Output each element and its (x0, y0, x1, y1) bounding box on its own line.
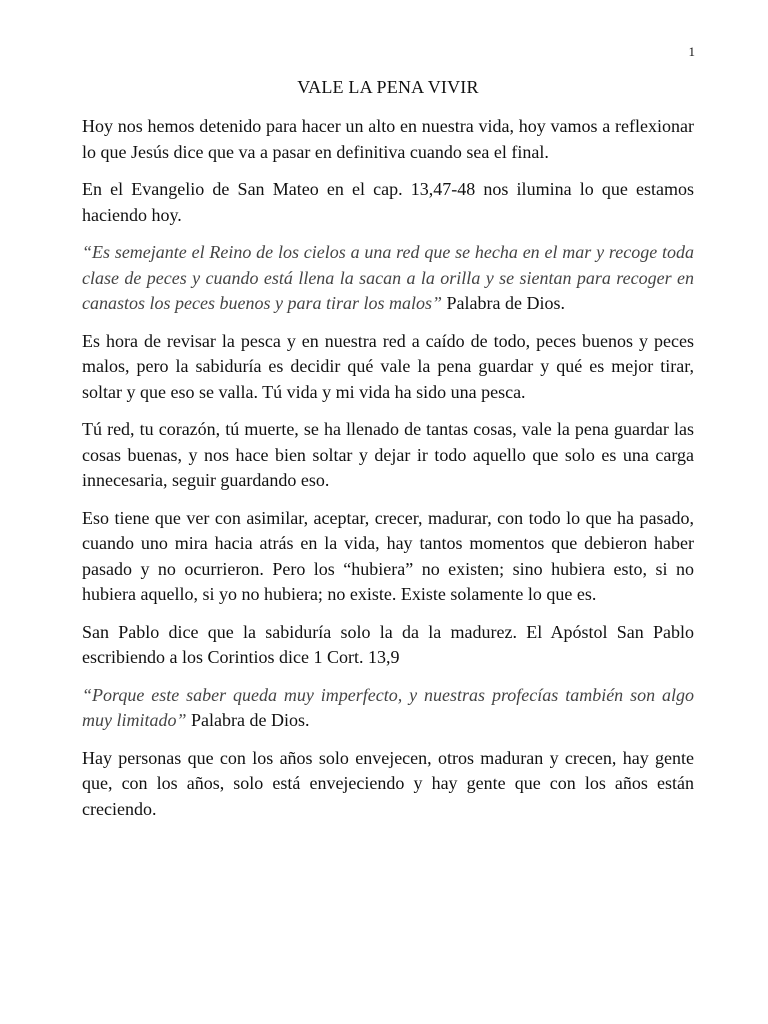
document-body (82, 114, 694, 834)
paragraph-san-pablo: San Pablo dice que la sabiduría solo la da la madurez. El Apóstol San Pablo escribiendo a los Corintios dice 1 Cort. 13,9 (82, 621, 694, 667)
paragraph-assimilate: Eso tiene que ver con asimilar, aceptar, crecer, madurar, con todo lo que ha pasado, cuando uno mira hacia atrás en la vida, hay tantos momentos que debieron haber pasado y no ocurrieron. Pero los “hubiera” no existen; sino hubiera esto, si no hubiera aquello, si yo no hubiera; no existe. Existe solamente lo que es. (82, 507, 694, 604)
paragraph-aging: Hay personas que con los años solo envejecen, otros maduran y crecen, hay gente que, con los años, solo está envejeciendo y hay gente que con los años están creciendo. (82, 747, 694, 819)
paragraph-gospel-reference: En el Evangelio de San Mateo en el cap. 13,47-48 nos ilumina lo que estamos haciendo hoy. (82, 179, 694, 225)
paragraph-net-heart: Tú red, tu corazón, tú muerte, se ha llenado de tantas cosas, vale la pena guardar las cosas buenas, y nos hace bien soltar y dejar ir todo aquello que solo es una carga innecesaria, seguir guardando eso. (82, 419, 694, 490)
paragraph-fishing: Es hora de revisar la pesca y en nuestra red a caído de todo, peces buenos y peces malos, pero la sabiduría es decidir qué vale la pena guardar y qué es mejor tirar, soltar y que eso se valla. Tú vida y mi vida ha sido una pesca. (82, 330, 694, 402)
gospel-quote-text: “Es semejante el Reino de los cielos a una red que se hecha en el mar y recoge toda clase de peces y cuando está llena la sacan a la orilla y se sientan para recoger en canastos los peces buenos y para tirar los malos” (82, 242, 694, 313)
corinthians-quote-text: “Porque este saber queda muy imperfecto, y nuestras profecías también son algo muy limitado” (82, 684, 694, 730)
page-number: 1 (688, 44, 695, 59)
gospel-quote-attribution: Palabra de Dios. (442, 293, 565, 313)
corinthians-quote-attribution: Palabra de Dios. (186, 710, 310, 730)
document-title: VALE LA PENA VIVIR (297, 77, 479, 97)
paragraph-intro: Hoy nos hemos detenido para hacer un alto en nuestra vida, hoy vamos a reflexionar lo que Jesús dice que va a pasar en definitiva cuando sea el final. (82, 116, 694, 162)
paragraph-corinthians-quote (82, 683, 694, 734)
paragraph-gospel-quote (82, 240, 694, 317)
